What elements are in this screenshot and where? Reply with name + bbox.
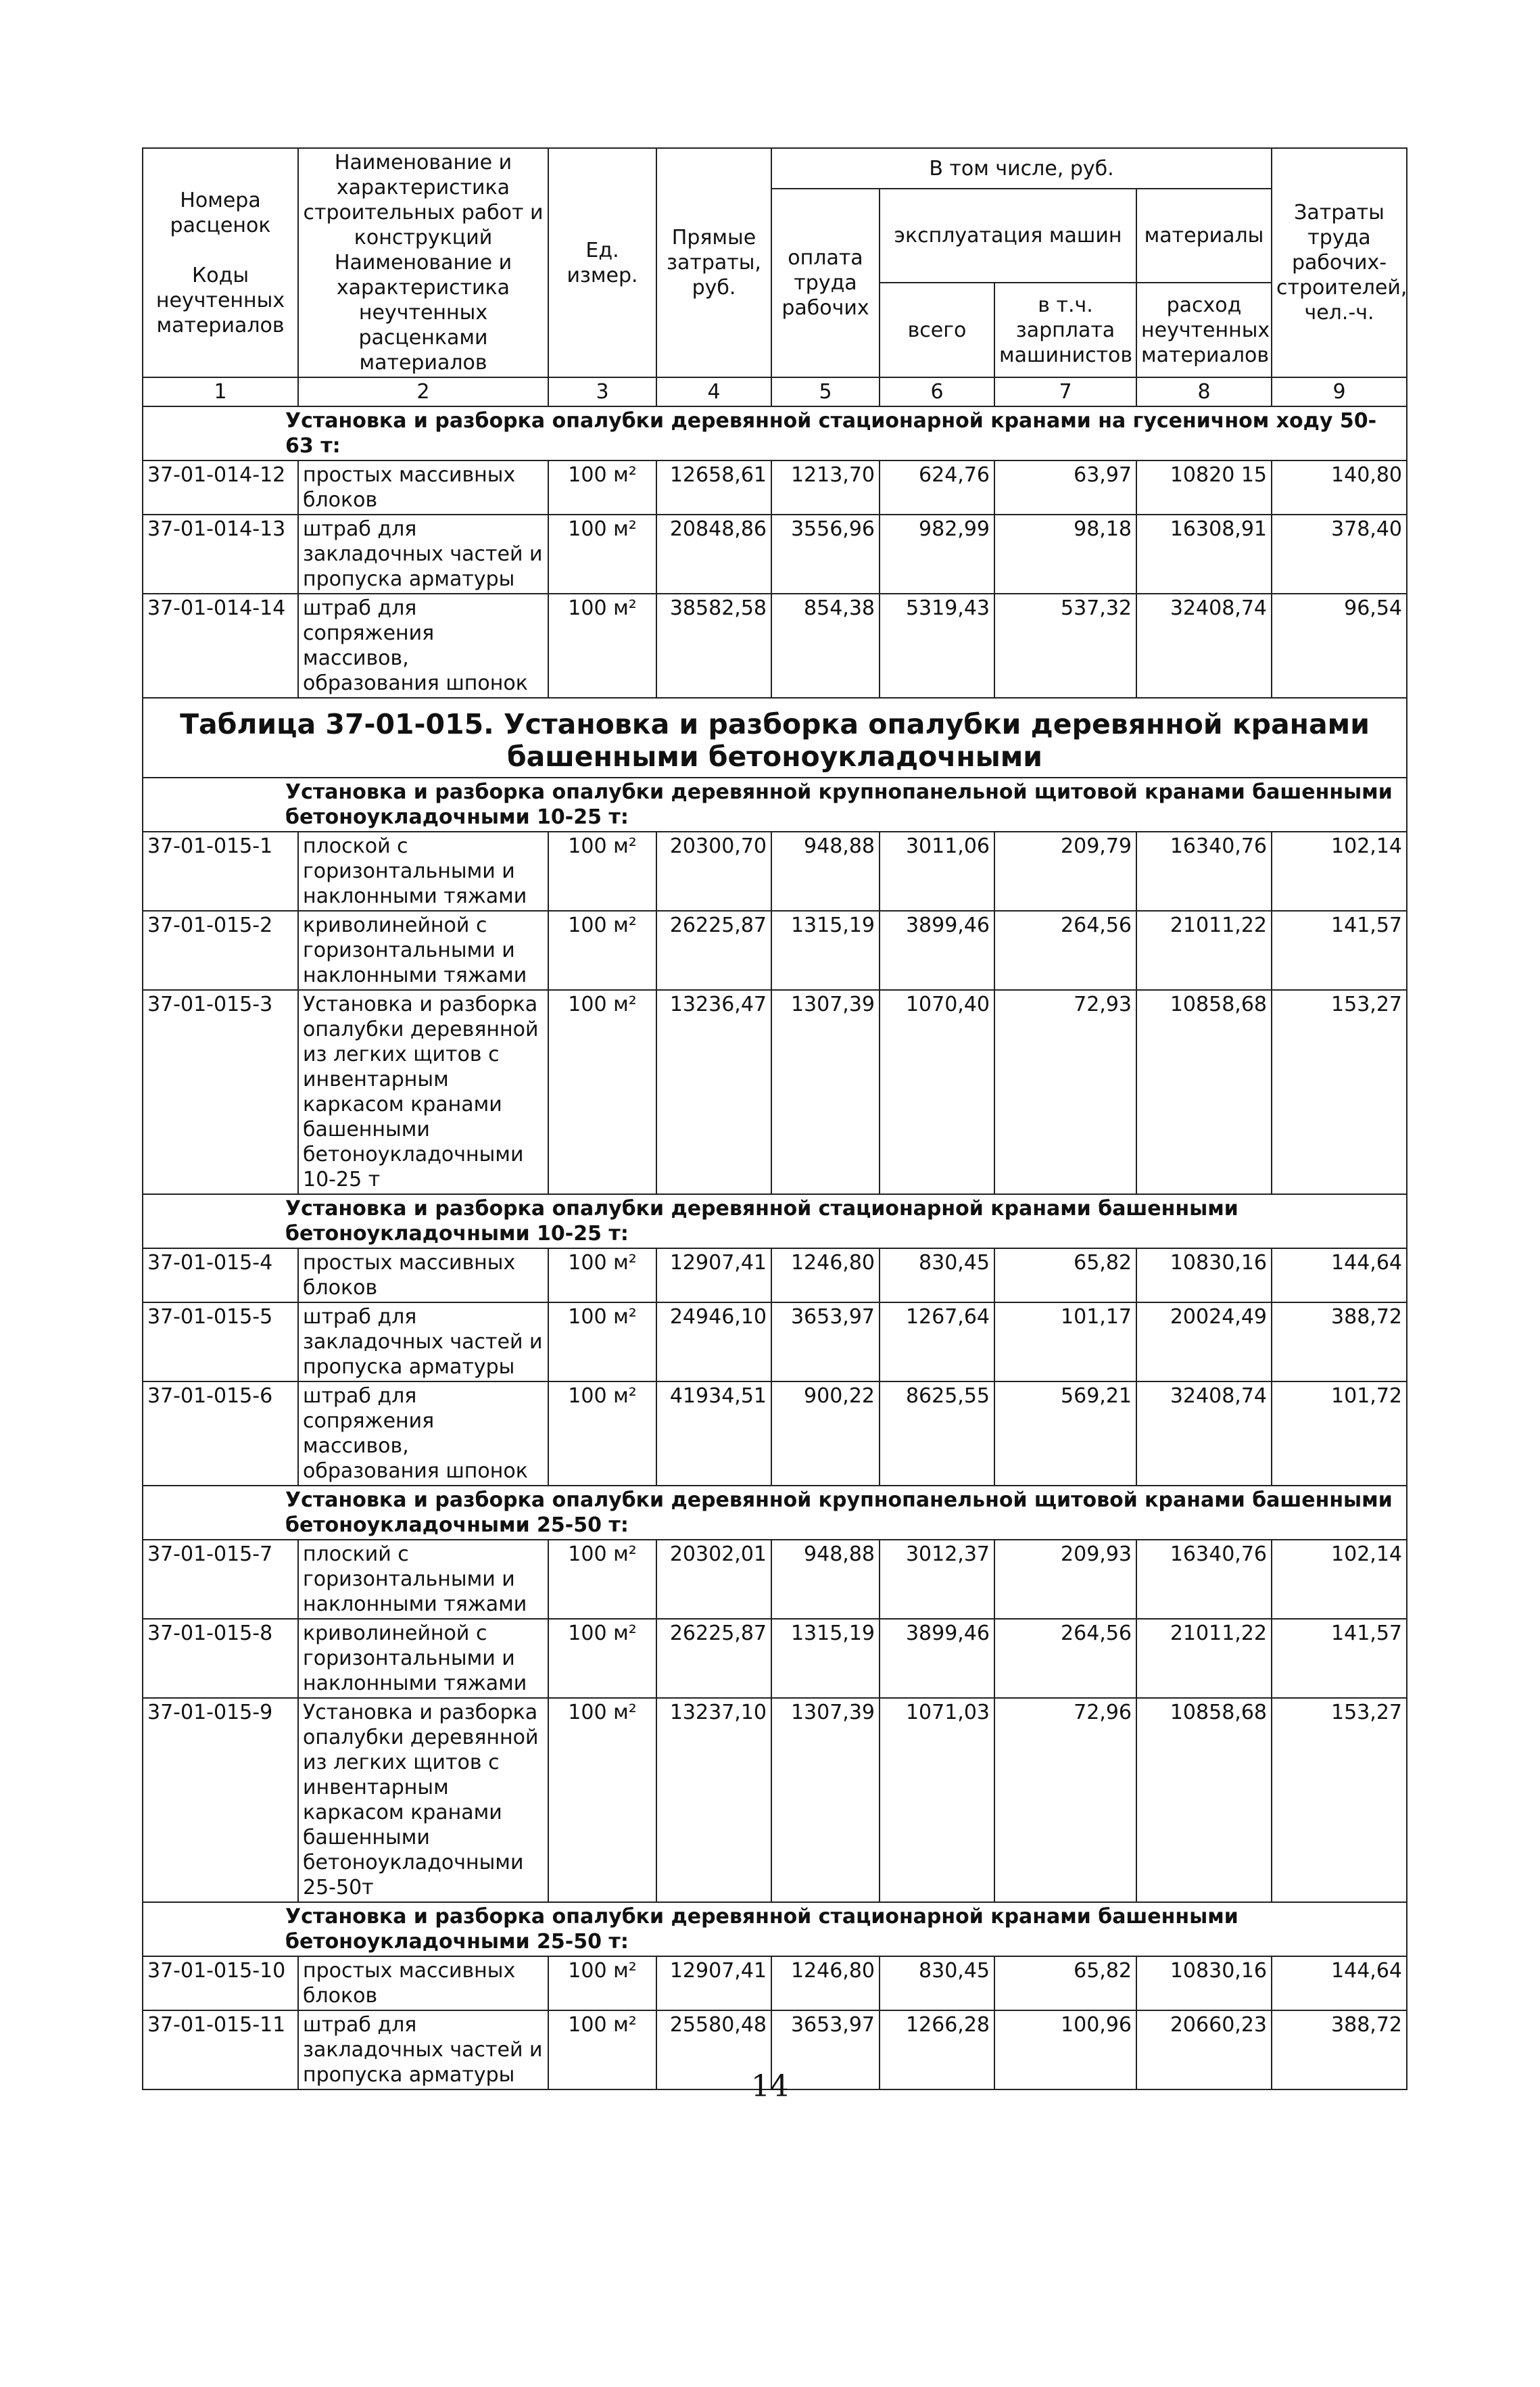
row-unit: 100 м² bbox=[548, 990, 656, 1194]
row-direct: 26225,87 bbox=[656, 1619, 771, 1698]
row-direct: 26225,87 bbox=[656, 911, 771, 990]
page-number: 14 bbox=[751, 2069, 789, 2104]
table-row bbox=[143, 1248, 1407, 1302]
row-name: плоский с горизонтальными и наклонными тяжами bbox=[298, 1540, 548, 1619]
row-wage: 537,32 bbox=[994, 594, 1136, 698]
row-mat: 32408,74 bbox=[1136, 594, 1272, 698]
row-labor: 900,22 bbox=[771, 1381, 880, 1486]
row-direct: 38582,58 bbox=[656, 594, 771, 698]
header-mat-name: Наименование и характеристика неучтенных расценками материалов bbox=[334, 251, 512, 375]
row-wage: 209,79 bbox=[994, 832, 1136, 911]
row-name: простых массивных блоков bbox=[298, 1956, 548, 2010]
table-header bbox=[143, 148, 1407, 406]
row-name: штраб для сопряжения массивов, образования шпонок bbox=[298, 1381, 548, 1486]
table-row bbox=[143, 1698, 1407, 1902]
section-heading: Установка и разборка опалубки деревянной стационарной кранами на гусеничном ходу 50-63 т: bbox=[143, 406, 1407, 460]
row-unit: 100 м² bbox=[548, 1302, 656, 1381]
row-name: Установка и разборка опалубки деревянной из легких щитов с инвентарным каркасом кранами башенными бетоноукладочными 25-50т bbox=[298, 1698, 548, 1902]
row-total: 3899,46 bbox=[880, 1619, 994, 1698]
row-total: 1070,40 bbox=[880, 990, 994, 1194]
row-work: 378,40 bbox=[1272, 515, 1407, 594]
col-num-9: 9 bbox=[1272, 377, 1407, 406]
header-incl: В том числе, руб. bbox=[771, 148, 1272, 189]
row-code: 37-01-015-3 bbox=[143, 990, 298, 1194]
header-name: Наименование и характеристика строительных работ и конструкций bbox=[303, 151, 544, 250]
row-unit: 100 м² bbox=[548, 832, 656, 911]
header-labor: оплата труда рабочих bbox=[771, 189, 880, 377]
table-row bbox=[143, 990, 1407, 1194]
row-name: криволинейной с горизонтальными и наклонными тяжами bbox=[298, 1619, 548, 1698]
row-total: 1266,28 bbox=[880, 2010, 994, 2089]
row-unit: 100 м² bbox=[548, 1698, 656, 1902]
rates-table bbox=[142, 147, 1407, 2090]
row-mat: 16308,91 bbox=[1136, 515, 1272, 594]
row-labor: 3653,97 bbox=[771, 1302, 880, 1381]
row-labor: 1246,80 bbox=[771, 1248, 880, 1302]
col-num-3: 3 bbox=[548, 377, 656, 406]
row-work: 101,72 bbox=[1272, 1381, 1407, 1486]
row-total: 624,76 bbox=[880, 460, 994, 515]
row-name: простых массивных блоков bbox=[298, 460, 548, 515]
row-wage: 209,93 bbox=[994, 1540, 1136, 1619]
row-direct: 12907,41 bbox=[656, 1248, 771, 1302]
row-mat: 20024,49 bbox=[1136, 1302, 1272, 1381]
section-heading: Установка и разборка опалубки деревянной крупнопанельной щитовой кранами башенными бетоноукладочными 10-25 т: bbox=[143, 778, 1407, 832]
row-code: 37-01-015-10 bbox=[143, 1956, 298, 2010]
header-name-cell bbox=[298, 148, 548, 377]
row-total: 3012,37 bbox=[880, 1540, 994, 1619]
header-codes-cell bbox=[143, 148, 298, 377]
row-code: 37-01-015-1 bbox=[143, 832, 298, 911]
row-labor: 1307,39 bbox=[771, 990, 880, 1194]
row-unit: 100 м² bbox=[548, 911, 656, 990]
row-total: 830,45 bbox=[880, 1956, 994, 2010]
table-row bbox=[143, 1956, 1407, 2010]
row-name: криволинейной с горизонтальными и наклонными тяжами bbox=[298, 911, 548, 990]
table-title: Таблица 37-01-015. Установка и разборка опалубки деревянной кранами башенными бетоноукладочными bbox=[143, 698, 1407, 778]
header-codes: Номера расценок bbox=[170, 188, 271, 237]
row-mat: 10858,68 bbox=[1136, 1698, 1272, 1902]
header-materials: материалы bbox=[1136, 189, 1272, 283]
row-direct: 20848,86 bbox=[656, 515, 771, 594]
row-wage: 63,97 bbox=[994, 460, 1136, 515]
row-unit: 100 м² bbox=[548, 1619, 656, 1698]
row-direct: 41934,51 bbox=[656, 1381, 771, 1486]
section-heading: Установка и разборка опалубки деревянной стационарной кранами башенными бетоноукладочными 10-25 т: bbox=[143, 1194, 1407, 1248]
col-num-1: 1 bbox=[143, 377, 298, 406]
row-wage: 72,93 bbox=[994, 990, 1136, 1194]
row-labor: 1213,70 bbox=[771, 460, 880, 515]
row-direct: 20302,01 bbox=[656, 1540, 771, 1619]
row-work: 388,72 bbox=[1272, 2010, 1407, 2089]
table-row bbox=[143, 1302, 1407, 1381]
page bbox=[142, 147, 1406, 2090]
table-row bbox=[143, 460, 1407, 515]
row-work: 388,72 bbox=[1272, 1302, 1407, 1381]
table-row bbox=[143, 911, 1407, 990]
row-code: 37-01-015-4 bbox=[143, 1248, 298, 1302]
row-direct: 24946,10 bbox=[656, 1302, 771, 1381]
row-wage: 100,96 bbox=[994, 2010, 1136, 2089]
row-wage: 264,56 bbox=[994, 911, 1136, 990]
row-name: плоской с горизонтальными и наклонными тяжами bbox=[298, 832, 548, 911]
row-wage: 65,82 bbox=[994, 1956, 1136, 2010]
row-work: 96,54 bbox=[1272, 594, 1407, 698]
header-expense: расход неучтенных материалов bbox=[1136, 283, 1272, 377]
col-num-5: 5 bbox=[771, 377, 880, 406]
row-unit: 100 м² bbox=[548, 1381, 656, 1486]
table-row bbox=[143, 832, 1407, 911]
row-total: 8625,55 bbox=[880, 1381, 994, 1486]
row-wage: 569,21 bbox=[994, 1381, 1136, 1486]
row-mat: 10858,68 bbox=[1136, 990, 1272, 1194]
row-direct: 12658,61 bbox=[656, 460, 771, 515]
col-num-7: 7 bbox=[994, 377, 1136, 406]
row-labor: 948,88 bbox=[771, 1540, 880, 1619]
row-mat: 10830,16 bbox=[1136, 1956, 1272, 2010]
col-num-8: 8 bbox=[1136, 377, 1272, 406]
row-labor: 1315,19 bbox=[771, 911, 880, 990]
row-labor: 948,88 bbox=[771, 832, 880, 911]
row-name: простых массивных блоков bbox=[298, 1248, 548, 1302]
row-work: 102,14 bbox=[1272, 1540, 1407, 1619]
table-row bbox=[143, 1540, 1407, 1619]
table-row bbox=[143, 1619, 1407, 1698]
row-code: 37-01-014-13 bbox=[143, 515, 298, 594]
row-code: 37-01-015-11 bbox=[143, 2010, 298, 2089]
row-labor: 1307,39 bbox=[771, 1698, 880, 1902]
row-total: 5319,43 bbox=[880, 594, 994, 698]
header-mat-codes: Коды неучтенных материалов bbox=[155, 263, 285, 337]
col-num-2: 2 bbox=[298, 377, 548, 406]
row-labor: 1315,19 bbox=[771, 1619, 880, 1698]
row-total: 1267,64 bbox=[880, 1302, 994, 1381]
row-work: 141,57 bbox=[1272, 1619, 1407, 1698]
row-unit: 100 м² bbox=[548, 460, 656, 515]
row-wage: 264,56 bbox=[994, 1619, 1136, 1698]
row-unit: 100 м² bbox=[548, 1956, 656, 2010]
header-machines: эксплуатация машин bbox=[880, 189, 1136, 283]
table-row bbox=[143, 515, 1407, 594]
row-labor: 3556,96 bbox=[771, 515, 880, 594]
header-total: всего bbox=[880, 283, 994, 377]
row-name: Установка и разборка опалубки деревянной из легких щитов с инвентарным каркасом кранами башенными бетоноукладочными 10-25 т bbox=[298, 990, 548, 1194]
row-code: 37-01-015-8 bbox=[143, 1619, 298, 1698]
row-mat: 16340,76 bbox=[1136, 832, 1272, 911]
row-labor: 1246,80 bbox=[771, 1956, 880, 2010]
row-work: 102,14 bbox=[1272, 832, 1407, 911]
row-unit: 100 м² bbox=[548, 515, 656, 594]
row-total: 1071,03 bbox=[880, 1698, 994, 1902]
row-unit: 100 м² bbox=[548, 594, 656, 698]
section-heading: Установка и разборка опалубки деревянной стационарной кранами башенными бетоноукладочными 25-50 т: bbox=[143, 1902, 1407, 1956]
row-direct: 20300,70 bbox=[656, 832, 771, 911]
header-direct: Прямые затраты, руб. bbox=[656, 148, 771, 377]
row-name: штраб для закладочных частей и пропуска арматуры bbox=[298, 515, 548, 594]
row-direct: 12907,41 bbox=[656, 1956, 771, 2010]
row-code: 37-01-015-9 bbox=[143, 1698, 298, 1902]
header-workload: Затраты труда рабочих-строителей, чел.-ч. bbox=[1272, 148, 1407, 377]
row-direct: 25580,48 bbox=[656, 2010, 771, 2089]
row-labor: 854,38 bbox=[771, 594, 880, 698]
row-work: 144,64 bbox=[1272, 1956, 1407, 2010]
table-row bbox=[143, 594, 1407, 698]
row-wage: 101,17 bbox=[994, 1302, 1136, 1381]
row-direct: 13236,47 bbox=[656, 990, 771, 1194]
row-total: 3011,06 bbox=[880, 832, 994, 911]
row-work: 144,64 bbox=[1272, 1248, 1407, 1302]
row-name: штраб для сопряжения массивов, образования шпонок bbox=[298, 594, 548, 698]
col-num-4: 4 bbox=[656, 377, 771, 406]
row-total: 3899,46 bbox=[880, 911, 994, 990]
row-mat: 32408,74 bbox=[1136, 1381, 1272, 1486]
row-unit: 100 м² bbox=[548, 2010, 656, 2089]
row-work: 140,80 bbox=[1272, 460, 1407, 515]
row-code: 37-01-015-5 bbox=[143, 1302, 298, 1381]
row-name: штраб для закладочных частей и пропуска арматуры bbox=[298, 2010, 548, 2089]
row-name: штраб для закладочных частей и пропуска арматуры bbox=[298, 1302, 548, 1381]
row-mat: 16340,76 bbox=[1136, 1540, 1272, 1619]
row-code: 37-01-015-6 bbox=[143, 1381, 298, 1486]
row-mat: 21011,22 bbox=[1136, 1619, 1272, 1698]
row-wage: 98,18 bbox=[994, 515, 1136, 594]
row-mat: 20660,23 bbox=[1136, 2010, 1272, 2089]
row-unit: 100 м² bbox=[548, 1540, 656, 1619]
row-work: 141,57 bbox=[1272, 911, 1407, 990]
row-total: 982,99 bbox=[880, 515, 994, 594]
row-mat: 21011,22 bbox=[1136, 911, 1272, 990]
column-numbers-row bbox=[143, 377, 1407, 406]
row-code: 37-01-015-2 bbox=[143, 911, 298, 990]
row-code: 37-01-014-12 bbox=[143, 460, 298, 515]
col-num-6: 6 bbox=[880, 377, 994, 406]
section-heading: Установка и разборка опалубки деревянной крупнопанельной щитовой кранами башенными бетоноукладочными 25-50 т: bbox=[143, 1486, 1407, 1540]
row-direct: 13237,10 bbox=[656, 1698, 771, 1902]
row-mat: 10830,16 bbox=[1136, 1248, 1272, 1302]
table-body bbox=[143, 406, 1407, 2089]
row-labor: 3653,97 bbox=[771, 2010, 880, 2089]
row-mat: 10820 15 bbox=[1136, 460, 1272, 515]
header-wage: в т.ч. зарплата машинистов bbox=[994, 283, 1136, 377]
row-unit: 100 м² bbox=[548, 1248, 656, 1302]
row-code: 37-01-014-14 bbox=[143, 594, 298, 698]
row-work: 153,27 bbox=[1272, 1698, 1407, 1902]
row-wage: 65,82 bbox=[994, 1248, 1136, 1302]
row-code: 37-01-015-7 bbox=[143, 1540, 298, 1619]
row-total: 830,45 bbox=[880, 1248, 994, 1302]
row-wage: 72,96 bbox=[994, 1698, 1136, 1902]
header-unit: Ед. измер. bbox=[548, 148, 656, 377]
row-work: 153,27 bbox=[1272, 990, 1407, 1194]
table-row bbox=[143, 1381, 1407, 1486]
